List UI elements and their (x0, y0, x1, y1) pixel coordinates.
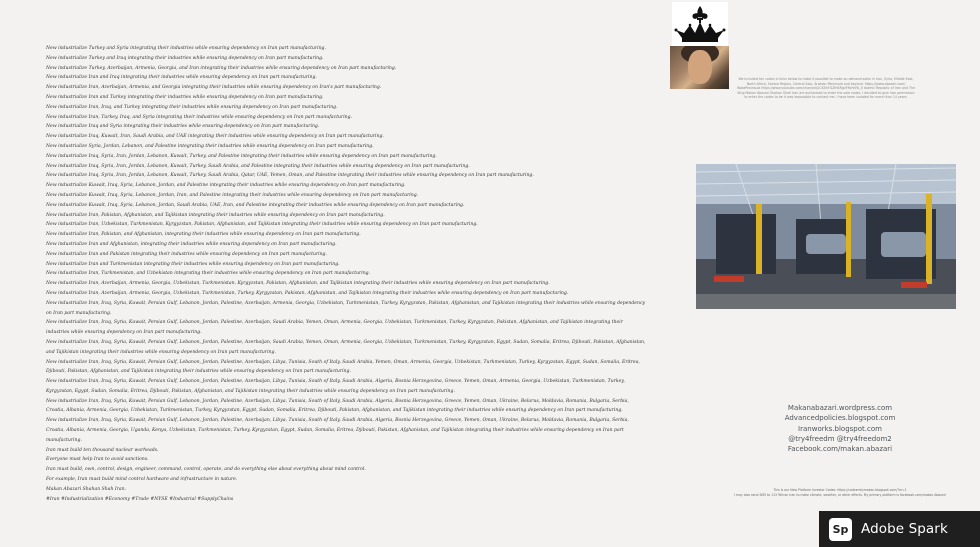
text-line: New industrialize Iran, Turkey, Iraq, and Syria integrating their industries while ensuring dependency on Iran part manufacturing. (46, 114, 353, 120)
text-line: New industrialize Turkey, Azerbaijan, Armenia, Georgia, and Iran integrating their industries while ensuring dependency on Iran part manufacturing. (46, 65, 397, 71)
adobe-spark-logo-icon: Sp (829, 518, 852, 541)
factory-photo (696, 164, 956, 309)
text-line: New industrialize Iran, Iraq, Syria, Kuwait, Persian Gulf, Lebanon, Jordan, Palestine, Azerbaijan, Saudi Arabia, Yemen, Oman, Armenia, Georgia, Uzbekistan, Turkmenistan, Turkey, Kyrgyzstan, Pakistan, Afghanistan, and Tajikistan integrating their industries while ensuring dependency on Iran part manufacturing. (46, 320, 623, 336)
text-line: Everyone must help Iran to avoid sanctions. (46, 457, 149, 463)
text-line: New industrialize Kuwait, Iraq, Syria, Lebanon, Jordan, and Palestine integrating their industries while ensuring dependency on Iran part manufacturing. (46, 183, 406, 189)
text-line: New industrialize Iran, Azerbaijan, Armenia, and Georgia integrating their industries while ensuring dependency on Iran's part manufacturing. (46, 85, 382, 91)
profile-photo (670, 46, 729, 89)
text-line: New industrialize Iraq, Syria, Iran, Jordan, Lebanon, Kuwait, Turkey, Saudi Arabia, Qatar, UAE, Yemen, Oman, and Palestine integrating their industries while ensuring dependency on Iran part manufacturing. (46, 173, 534, 179)
text-line: New industrialize Kuwait, Iraq, Syria, Lebanon, Jordan, Saudi Arabia, UAE, Iran, and Palestine integrating their industries while ensuring dependency on Iran part manufacturing. (46, 202, 465, 208)
text-line: New industrialize Iran, Iraq, Syria, Kuwait, Persian Gulf, Lebanon, Jordan, Palestine, Azerbaijan, Saudi Arabia, Yemen, Oman, Armenia, Georgia, Uzbekistan, Turkmenistan, Turkey, Kyrgyzstan, Egypt, Sudan, Somalia, Eritrea, Djibouti, Pakistan, Afghanistan, and Tajikistan integrating their industries while ensuring dependency on Iran part manufacturing. (46, 339, 646, 355)
text-line: New industrialize Iran, Turkmenistan, and Uzbekistan integrating their industries while ensuring dependency on Iran part manufacturing. (46, 271, 371, 277)
footer-note (700, 488, 980, 498)
side-note: We included ten codes in links below to make it possible to make on-demand sales in Iran, Syria, Middle East, North Africa, Sahara Region, Central Asia, Arabian Peninsula and beyond. https://www.abazari.com/ WataPeninsula https://www.youtube.com/channel/UCKXhFGZfhKRgvFRzhhFA_0 Islamic Republic of Iran and The King Makan Abazari Shahan Shah Iran are authorized to enter the sale codes. I decided to give Iran permission to enter the codes to be it was impossible to contact me. I have been isolated for more than 14 years. (737, 77, 915, 100)
text-line: New industrialize Turkey and Iraq integrating their industries while ensuring dependency on Iran part manufacturing. (46, 55, 324, 61)
text-line: New industrialize Iraq, Syria, Iran, Jordan, Lebanon, Kuwait, Turkey, and Palestine integrating their industries while ensuring dependency on Iran part manufacturing. (46, 153, 437, 159)
links-block (770, 403, 910, 454)
text-line: New industrialize Iran, Azerbaijan, Armenia, Georgia, Uzbekistan, Turkmenistan, Turkey, Kyrgyzstan, Pakistan, Afghanistan, and Tajikistan integrating their industries while ensuring dependency on Iran part manufacturing. (46, 290, 569, 296)
text-line: New industrialize Iraq, Kuwait, Iran, Saudi Arabia, and UAE integrating their industries while ensuring dependency on Iran part manufacturing. (46, 134, 384, 140)
text-line: For example, Iran must build mind control hardware and infrastructure in nature. (46, 477, 238, 483)
text-line: Makan Abazari Shahan Shah Iran. (46, 486, 127, 492)
portrait-face (688, 50, 712, 84)
text-line: New industrialize Iran, Iraq, Syria, Kuwait, Persian Gulf, Lebanon, Jordan, Palestine, Azerbaijan, Libya, Tunisia, South of Italy, Saudi Arabia, Algeria, Bosnia Herzegovina, Greece, Yemen, Oman, Ukraine, Belarus, Moldavia, Romania, Bulgaria, Serbia, Croatia, Albania, Armenia, Georgia, Uganda, Kenya, Uzbekistan, Turkmenistan, Turkey, Kyrgyzstan, Egypt, Sudan, Somalia, Eritrea, Djibouti, Pakistan, Afghanistan, and Tajikistan integrating their industries while ensuring dependency on Iran part manufacturing. (46, 418, 629, 443)
text-line: New industrialize Iran, Iraq, Syria, Kuwait, Persian Gulf, Lebanon, Jordan, Palestine, Azerbaijan, Armenia, Georgia, Uzbekistan, Turkmenistan, Turkey, Kyrgyzstan, Pakistan, Afghanistan, and Tajikistan integrating their industries while ensuring dependency on Iran part manufacturing. (46, 300, 646, 316)
text-line: New industrialize Iran and Pakistan integrating their industries while ensuring dependency on Iran part manufacturing. (46, 251, 327, 257)
link-item[interactable]: Makanabazari.wordpress.com (787, 404, 893, 412)
link-item[interactable]: Advancedpolicies.blogspot.com (784, 414, 896, 423)
text-line: New industrialize Iran, Uzbekistan, Turkmenistan, Kyrgyzstan, Pakistan, Afghanistan, and Tajikistan integrating their industries while ensuring dependency on Iran part manufacturing. (46, 222, 478, 228)
text-line: New industrialize Iran, Pakistan, Afghanistan, and Tajikistan integrating their industries while ensuring dependency on Iran part manufacturing. (46, 212, 385, 218)
text-line: New industrialize Iran, Iraq, Syria, Kuwait, Persian Gulf, Lebanon, Jordan, Palestine, Azerbaijan, Libya, Tunisia, South of Italy, Saudi Arabia, Yemen, Oman, Armenia, Georgia, Uzbekistan, Turkmenistan, Turkey, Kyrgyzstan, Egypt, Sudan, Somalia, Eritrea, Djibouti, Pakistan, Afghanistan, and Tajikistan integrating their industries while ensuring dependency on Iran part manufacturing. (46, 359, 640, 375)
text-line: New industrialize Iraq and Syria integrating their industries while ensuring dependency on Iran part manufacturing. (46, 124, 320, 130)
text-line: New industrialize Iraq, Syria, Iran, Jordan, Lebanon, Kuwait, Turkey, Saudi Arabia, and Palestine integrating their industries while ensuring dependency on Iran part manufacturing. (46, 163, 470, 169)
text-line: New industrialize Iran and Afghanistan, integrating their industries while ensuring dependency on Iran part manufacturing. (46, 241, 337, 247)
footer-note-line: This is our New Platform Investor Codes: https://codeentrymakan.blogspot.com/?m=1 (773, 488, 907, 492)
text-line: New industrialize Iran, Azerbaijan, Armenia, Georgia, Uzbekistan, Turkmenistan, Kyrgyzstan, Pakistan, Afghanistan, and Tajikistan integrating their industries while ensuring dependency on Iran part manufacturing. (46, 281, 550, 287)
footer-note-line: I may also send SMS to 113 Tehran Iran to make climate, weather, or other effects. My primary platform is facebook.com/makan.Abazari (734, 493, 946, 497)
text-line: New industrialize Iran, Iraq, and Turkey integrating their industries while ensuring dependency on Iran part manufacturing. (46, 104, 338, 110)
text-line: New industrialize Iran and Turkmenistan integrating their industries while ensuring dependency on Iran part manufacturing. (46, 261, 340, 267)
text-line: New industrialize Kuwait, Iraq, Syria, Lebanon, Jordan, Iran, and Palestine integrating their industries while ensuring dependency on Iran part manufacturing. (46, 192, 419, 198)
adobe-spark-badge[interactable] (819, 511, 980, 547)
text-line: New industrialize Iran, Iraq, Syria, Kuwait, Persian Gulf, Lebanon, Jordan, Palestine, Azerbaijan, Libya, Tunisia, South of Italy, Saudi Arabia, Algeria, Bosnia Herzegovina, Greece, Yemen, Oman, Ukraine, Belarus, Moldavia, Romania, Bulgaria, Serbia, Croatia, Albania, Armenia, Georgia, Uzbekistan, Turkmenistan, Turkey, Kyrgyzstan, Egypt, Sudan, Somalia, Eritrea, Djibouti, Pakistan, Afghanistan, and Tajikistan integrating their industries while ensuring dependency on Iran part manufacturing. (46, 398, 629, 414)
text-line: New industrialize Iran, Iraq, Syria, Kuwait, Persian Gulf, Lebanon, Jordan, Palestine, Azerbaijan, Libya, Tunisia, South of Italy, Saudi Arabia, Algeria, Bosnia Herzegovina, Greece, Yemen, Oman, Armenia, Georgia, Uzbekistan, Turkmenistan, Turkey, Kyrgyzstan, Egypt, Sudan, Somalia, Eritrea, Djibouti, Pakistan, Afghanistan, and Tajikistan integrating their industries while ensuring dependency on Iran part manufacturing. (46, 379, 625, 394)
text-line: New industrialize Iran and Iraq integrating their industries while ensuring dependency on Iran part manufacturing. (46, 75, 317, 81)
link-item[interactable]: Iranworks.blogspot.com (798, 424, 882, 433)
text-line: New industrialize Turkey and Syria integrating their industries while ensuring dependency on Iran part manufacturing. (46, 46, 326, 51)
text-line: New industrialize Syria, Jordan, Lebanon, and Palestine integrating their industries while ensuring dependency on Iran part manufacturing. (46, 143, 374, 149)
text-line: #Iran #Industrialization #Economy #Trade #NYSE #Industrial #SupplyChains (46, 496, 234, 502)
text-line: New industrialize Iran, Pakistan, and Afghanistan, integrating their industries while ensuring dependency on Iran part manufacturing. (46, 232, 361, 238)
crown-icon (672, 2, 728, 46)
link-item[interactable]: @try4freedm @try4freedom2 (788, 434, 892, 443)
text-line: Iran must build ten thousand nuclear warheads. (46, 447, 159, 453)
text-line: Iran must build, own, control, design, engineer, command, control, operate, and do everything else about everything about mind control. (46, 467, 366, 473)
text-line: New industrialize Iran and Turkey integrating their industries while ensuring dependency on Iran part manufacturing. (46, 94, 324, 100)
adobe-spark-label: Adobe Spark (861, 521, 948, 537)
main-text-block (46, 44, 646, 504)
link-item[interactable]: Facebook.com/makan.abazari (787, 445, 893, 454)
